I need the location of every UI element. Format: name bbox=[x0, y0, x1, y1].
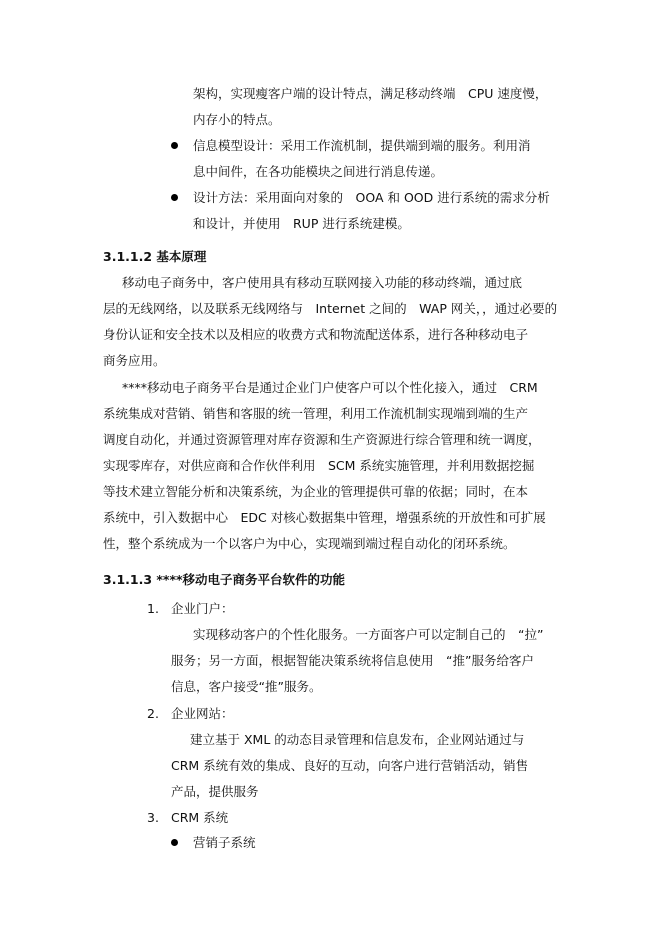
paragraph-line: 商务应用。 bbox=[103, 353, 166, 368]
list-item-body-line: 实现移动客户的个性化服务。一方面客户可以定制自己的 “拉” bbox=[193, 627, 544, 642]
paragraph-line: 层的无线网络，以及联系无线网络与 Internet 之间的 WAP 网关，，通过必要的 bbox=[103, 301, 558, 316]
bullet-item-info-model-line-2: 息中间件，在各功能模块之间进行消息传递。 bbox=[193, 164, 444, 179]
list-item-continuation-line-1: 架构，实现瘦客户端的设计特点，满足移动终端 CPU 速度慢， bbox=[193, 86, 548, 101]
paragraph-line: 移动电子商务中，客户使用具有移动互联网接入功能的移动终端，通过底 bbox=[122, 275, 523, 290]
section-heading-basic-principle: 3.1.1.2 基本原理 bbox=[103, 249, 207, 264]
paragraph-line: 性，整个系统成为一个以客户为中心，实现端到端过程自动化的闭环系统。 bbox=[103, 536, 516, 551]
bullet-item-design-method-line-1: 设计方法：采用面向对象的 OOA 和 OOD 进行系统的需求分析 bbox=[193, 190, 550, 205]
list-number: 1. bbox=[147, 601, 159, 616]
bullet-icon bbox=[171, 839, 178, 846]
paragraph-line: ****移动电子商务平台是通过企业门户使客户可以个性化接入，通过 CRM bbox=[122, 380, 538, 395]
list-number: 2. bbox=[147, 706, 159, 721]
bullet-item-design-method-line-2: 和设计，并使用 RUP 进行系统建模。 bbox=[193, 216, 410, 231]
list-number: 3. bbox=[147, 810, 159, 825]
paragraph-line: 系统集成对营销、销售和客服的统一管理，利用工作流机制实现端到端的生产 bbox=[103, 406, 529, 421]
bullet-icon bbox=[171, 142, 178, 149]
list-item-title-crm-system: CRM 系统 bbox=[171, 810, 229, 825]
list-item-title-enterprise-website: 企业网站： bbox=[171, 706, 234, 721]
bullet-item-info-model-line-1: 信息模型设计：采用工作流机制，提供端到端的服务。利用消 bbox=[193, 138, 531, 153]
list-item-body-line: 信息，客户接受“推”服务。 bbox=[171, 679, 322, 694]
paragraph-line: 等技术建立智能分析和决策系统，为企业的管理提供可靠的依据；同时，在本 bbox=[103, 484, 529, 499]
bullet-icon bbox=[171, 194, 178, 201]
list-item-body-line: CRM 系统有效的集成、良好的互动，向客户进行营销活动，销售 bbox=[171, 758, 529, 773]
section-heading-platform-functions: 3.1.1.3 ****移动电子商务平台软件的功能 bbox=[103, 572, 346, 587]
list-item-title-enterprise-portal: 企业门户： bbox=[171, 601, 234, 616]
paragraph-line: 身份认证和安全技术以及相应的收费方式和物流配送体系，进行各种移动电子 bbox=[103, 327, 529, 342]
list-item-continuation-line-2: 内存小的特点。 bbox=[193, 112, 281, 127]
paragraph-line: 系统中，引入数据中心 EDC 对核心数据集中管理，增强系统的开放性和可扩展 bbox=[103, 510, 546, 525]
list-item-body-line: 产品，提供服务 bbox=[171, 784, 259, 799]
paragraph-line: 调度自动化，并通过资源管理对库存资源和生产资源进行综合管理和统一调度， bbox=[103, 432, 541, 447]
list-item-body-line: 服务；另一方面，根据智能决策系统将信息使用 “推”服务给客户 bbox=[171, 653, 534, 668]
paragraph-line: 实现零库存，对供应商和合作伙伴利用 SCM 系统实施管理，并利用数据挖掘 bbox=[103, 458, 535, 473]
list-item-body-line: 建立基于 XML 的动态目录管理和信息发布，企业网站通过与 bbox=[190, 732, 525, 747]
sub-item-marketing-subsystem: 营销子系统 bbox=[193, 835, 256, 850]
